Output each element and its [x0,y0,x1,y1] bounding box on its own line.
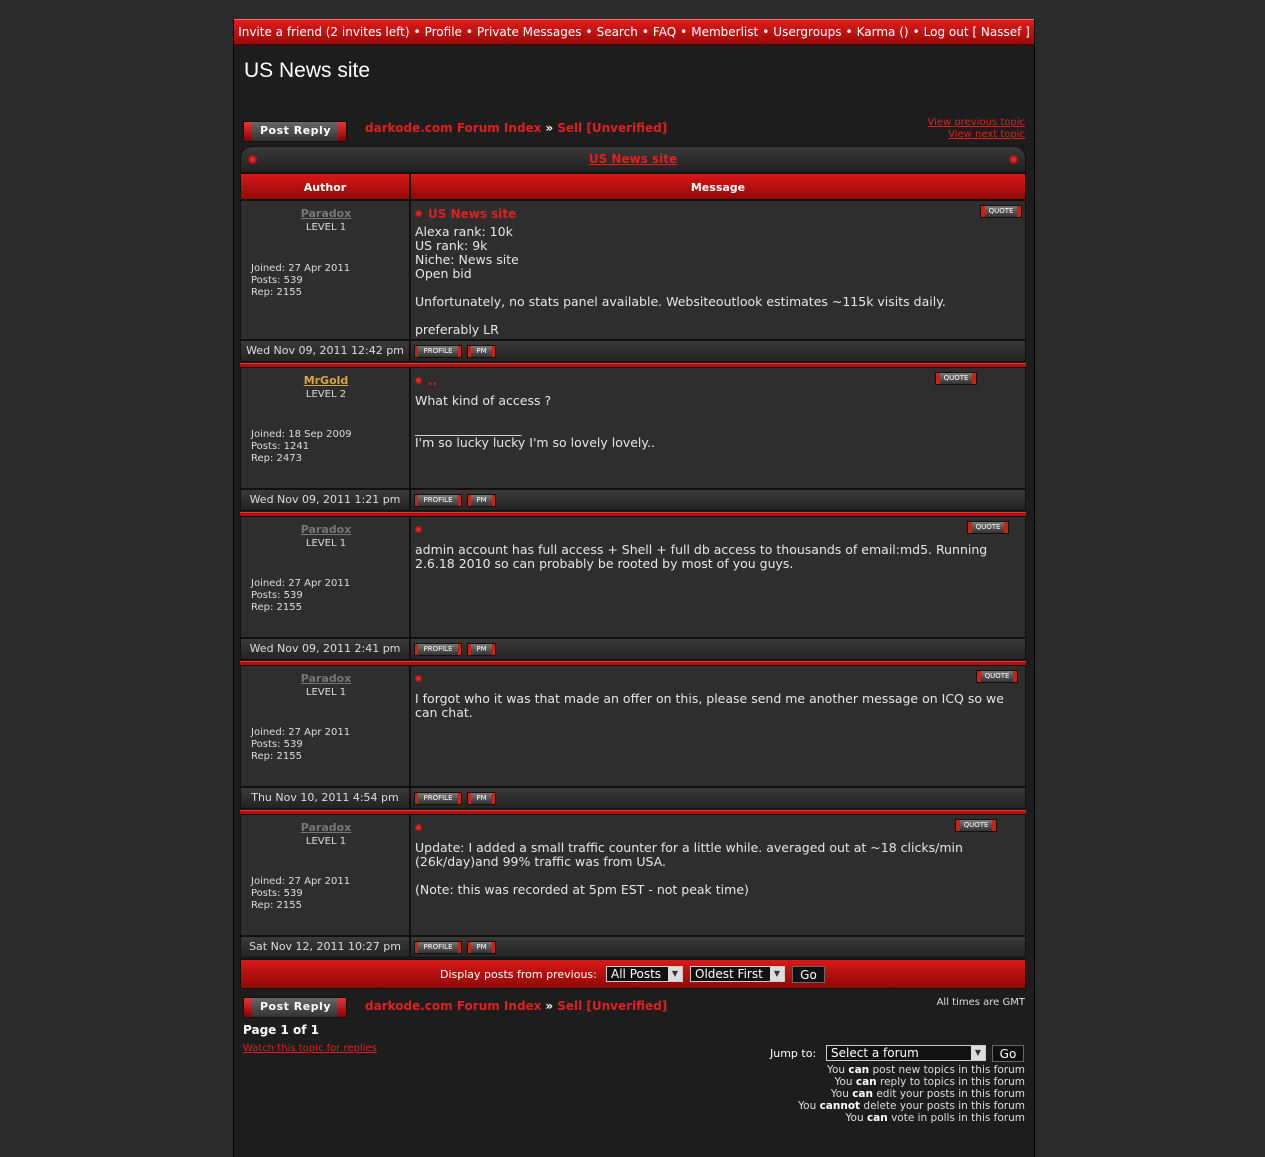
forum-index-link[interactable]: darkode.com Forum Index [365,999,542,1013]
author-rep: Rep: 2155 [251,287,302,298]
post-icon [415,675,422,682]
permission-pre: You [826,1064,849,1076]
post-subject [415,821,428,835]
forum-index-link[interactable]: darkode.com Forum Index [365,121,542,135]
post-icon [415,377,422,384]
nav-link-invite-a-friend-2-invites-left[interactable]: Invite a friend (2 invites left) [238,25,410,39]
jump-to-label: Jump to: [770,1047,817,1060]
permission-line [798,1064,1025,1076]
nav-link-karma[interactable]: Karma () [856,25,909,39]
nav-link-faq[interactable]: FAQ [652,25,677,39]
post-date: Sat Nov 12, 2011 10:27 pm [240,936,410,958]
chevron-down-icon: ▼ [770,967,784,981]
quote-button[interactable]: QUOTE [976,670,1018,683]
permission-verb: can [848,1064,870,1076]
post-footer [240,936,1026,958]
author-level: LEVEL 1 [305,836,347,847]
jump-go-button[interactable]: Go [992,1045,1024,1062]
permission-line [798,1088,1025,1100]
quote-button[interactable]: QUOTE [935,372,977,385]
post-body-line: Update: I added a small traffic counter for a little while. averaged out at ~18 clicks/min [415,840,963,855]
nav-separator: • [680,25,688,39]
display-posts-label: Display posts from previous: [440,968,597,981]
jump-forum-select-value: Select a forum [831,1046,919,1060]
author-rep: Rep: 2155 [251,900,302,911]
author-joined: Joined: 27 Apr 2011 [251,876,351,887]
post-date: Wed Nov 09, 2011 2:41 pm [240,638,410,660]
author-rep: Rep: 2155 [251,602,302,613]
button-cap-right [338,122,346,141]
button-cap-left [244,122,252,141]
posts-days-value: All Posts [611,967,662,981]
display-go-button[interactable]: Go [792,966,825,983]
nav-separator: • [465,25,473,39]
post-body-line: US rank: 9k [415,238,488,253]
nav-separator: • [641,25,649,39]
topic-title-link[interactable]: US News site [588,152,678,166]
pm-button[interactable]: PM [467,643,496,656]
timezone-note: All times are GMT [936,997,1025,1008]
author-name-link[interactable]: MrGold [303,374,349,387]
nav-link-search[interactable]: Search [596,25,638,39]
post-body-line: Alexa rank: 10k [415,224,513,239]
view-previous-topic-link[interactable]: View previous topic [927,117,1025,128]
permission-pre: You [798,1100,820,1112]
post-body-line: I forgot who it was that made an offer on this, please send me another message on ICQ so we [415,691,1004,706]
nav-link-profile[interactable]: Profile [424,25,462,39]
post-message-cell [410,200,1026,340]
nav-separator: • [762,25,770,39]
author-column-header: Author [240,173,410,200]
breadcrumb-bottom [365,999,667,1013]
post-body [415,543,1021,571]
post-author-cell [240,367,410,489]
author-level: LEVEL 2 [305,389,347,400]
chevron-down-icon: ▼ [971,1046,985,1060]
post-reply-label: Post Reply [260,1000,331,1013]
nav-link-private-messages[interactable]: Private Messages [477,25,582,39]
post-author-cell [240,516,410,638]
chevron-down-icon: ▼ [668,967,682,981]
posts-days-select[interactable] [606,966,683,982]
post-subject [415,207,516,221]
watch-topic-link[interactable]: Watch this topic for replies [243,1043,377,1054]
author-level: LEVEL 1 [305,687,347,698]
post-subject-text: US News site [428,207,517,221]
post-body [415,225,1021,337]
breadcrumb-top [365,121,667,135]
profile-button[interactable]: PROFILE [414,345,462,358]
quote-button[interactable]: QUOTE [955,819,997,832]
post-body [415,841,1021,897]
author-stats [251,876,350,912]
permission-pre: You [834,1076,856,1088]
author-joined: Joined: 18 Sep 2009 [251,429,352,440]
post-body-line: Open bid [415,266,472,281]
post-reply-button-top[interactable] [243,121,347,142]
profile-button[interactable]: PROFILE [414,941,462,954]
post-reply-button-bottom[interactable] [243,997,347,1018]
top-navigation [234,19,1034,45]
post-body-line [415,408,1021,422]
post-body-line: 2.6.18 2010 so can probably be rooted by most of you guys. [415,556,794,571]
permission-verb: can [852,1088,873,1100]
permission-verb: cannot [819,1100,861,1112]
post-icon [415,824,422,831]
post-footer [240,489,1026,511]
author-name-link[interactable]: Paradox [300,672,352,685]
post-subject [415,374,437,388]
topic-navigation [927,117,1025,141]
post-body-line: I'm so lucky lucky I'm so lovely lovely.. [415,435,655,450]
site-title: US News site [244,59,371,82]
post-body-line: Unfortunately, no stats panel available. Websiteoutlook estimates ~115k visits daily. [415,294,946,309]
post-author-cell [240,665,410,787]
post-reply-label: Post Reply [260,124,331,137]
post-subject-text: .. [428,374,438,388]
permission-line [798,1076,1025,1088]
author-name-link[interactable]: Paradox [300,207,352,220]
post-body-line [415,869,1021,883]
nav-separator: • [912,25,920,39]
post-body [415,692,1021,720]
permission-post: vote in polls in this forum [887,1112,1025,1124]
button-cap-left [244,998,252,1017]
author-stats [251,578,350,614]
profile-button[interactable]: PROFILE [414,643,462,656]
permission-verb: can [866,1112,888,1124]
page-indicator: Page 1 of 1 [243,1023,319,1037]
post-icon [415,210,422,217]
post-actions [410,340,1026,362]
post-body-line: What kind of access ? [415,393,552,408]
posts-order-select[interactable] [690,966,785,982]
post-body-line: Niche: News site [415,252,519,267]
author-name-link[interactable]: Paradox [300,523,352,536]
author-post-count: Posts: 1241 [251,441,310,452]
post-author-cell [240,814,410,936]
author-stats [251,263,350,299]
author-rep: Rep: 2155 [251,751,302,762]
view-next-topic-link[interactable]: View next topic [948,129,1025,140]
permission-line [798,1100,1025,1112]
author-level: LEVEL 1 [305,222,347,233]
post-icon [415,526,422,533]
post-body [415,394,1021,450]
quote-button[interactable]: QUOTE [967,521,1009,534]
caption-dot-right-icon [1009,155,1018,164]
permission-line [798,1112,1025,1124]
button-cap-right [338,998,346,1017]
post-body-line: admin account has full access + Shell + full db access to thousands of email:md5. Running [415,542,988,557]
author-stats [251,727,350,763]
jump-forum-select[interactable] [826,1045,986,1061]
post-body-line: (Note: this was recorded at 5pm EST - not peak time) [415,882,749,897]
post-body-line: _________________ [415,421,522,436]
post-body-line [415,281,1021,295]
permission-verb: can [855,1076,877,1088]
author-level: LEVEL 1 [305,538,347,549]
pm-button[interactable]: PM [467,941,496,954]
breadcrumb-separator: » [545,999,554,1013]
post-subject [415,672,428,686]
author-stats [251,429,352,465]
author-joined: Joined: 27 Apr 2011 [251,727,351,738]
nav-separator: • [585,25,593,39]
posts-order-value: Oldest First [695,967,763,981]
author-post-count: Posts: 539 [251,275,303,286]
permission-pre: You [830,1088,853,1100]
topic-caption-bar [240,146,1026,173]
permission-pre: You [845,1112,867,1124]
forum-link[interactable]: Sell [Unverified] [557,121,668,135]
post-message-cell [410,814,1026,936]
author-post-count: Posts: 539 [251,739,303,750]
post-footer [240,340,1026,362]
author-post-count: Posts: 539 [251,888,303,899]
post-author-cell [240,200,410,340]
post-subject [415,523,428,537]
post-actions [410,638,1026,660]
pm-button[interactable]: PM [467,792,496,805]
profile-button[interactable]: PROFILE [414,494,462,507]
author-name-link[interactable]: Paradox [300,821,352,834]
post-message-cell [410,516,1026,638]
author-joined: Joined: 27 Apr 2011 [251,263,351,274]
display-options-bar [240,959,1026,989]
nav-link-log-out-nassef[interactable]: Log out [ Nassef ] [923,25,1030,39]
nav-separator: • [413,25,421,39]
nav-separator: • [845,25,853,39]
post-footer [240,638,1026,660]
post-footer [240,787,1026,809]
permission-post: post new topics in this forum [869,1064,1025,1076]
post-date: Thu Nov 10, 2011 4:54 pm [240,787,410,809]
forum-link[interactable]: Sell [Unverified] [557,999,668,1013]
post-body-line [415,309,1021,323]
post-date: Wed Nov 09, 2011 12:42 pm [240,340,410,362]
quote-button[interactable]: QUOTE [980,205,1022,218]
forum-permissions [798,1064,1025,1124]
author-rep: Rep: 2473 [251,453,302,464]
post-body-line: preferably LR [415,322,499,337]
permission-post: reply to topics in this forum [876,1076,1025,1088]
post-body-line: can chat. [415,705,473,720]
author-post-count: Posts: 539 [251,590,303,601]
post-date: Wed Nov 09, 2011 1:21 pm [240,489,410,511]
permission-post: edit your posts in this forum [873,1088,1025,1100]
profile-button[interactable]: PROFILE [414,792,462,805]
permission-post: delete your posts in this forum [860,1100,1025,1112]
post-body-line: (26k/day)and 99% traffic was from USA. [415,854,667,869]
post-actions [410,489,1026,511]
breadcrumb-separator: » [545,121,554,135]
pm-button[interactable]: PM [467,494,496,507]
post-actions [410,787,1026,809]
message-column-header: Message [410,173,1026,200]
nav-link-memberlist[interactable]: Memberlist [691,25,759,39]
post-message-cell [410,367,1026,489]
forum-page [233,19,1035,1157]
post-actions [410,936,1026,958]
nav-link-usergroups[interactable]: Usergroups [773,25,842,39]
author-joined: Joined: 27 Apr 2011 [251,578,351,589]
pm-button[interactable]: PM [467,345,496,358]
post-message-cell [410,665,1026,787]
